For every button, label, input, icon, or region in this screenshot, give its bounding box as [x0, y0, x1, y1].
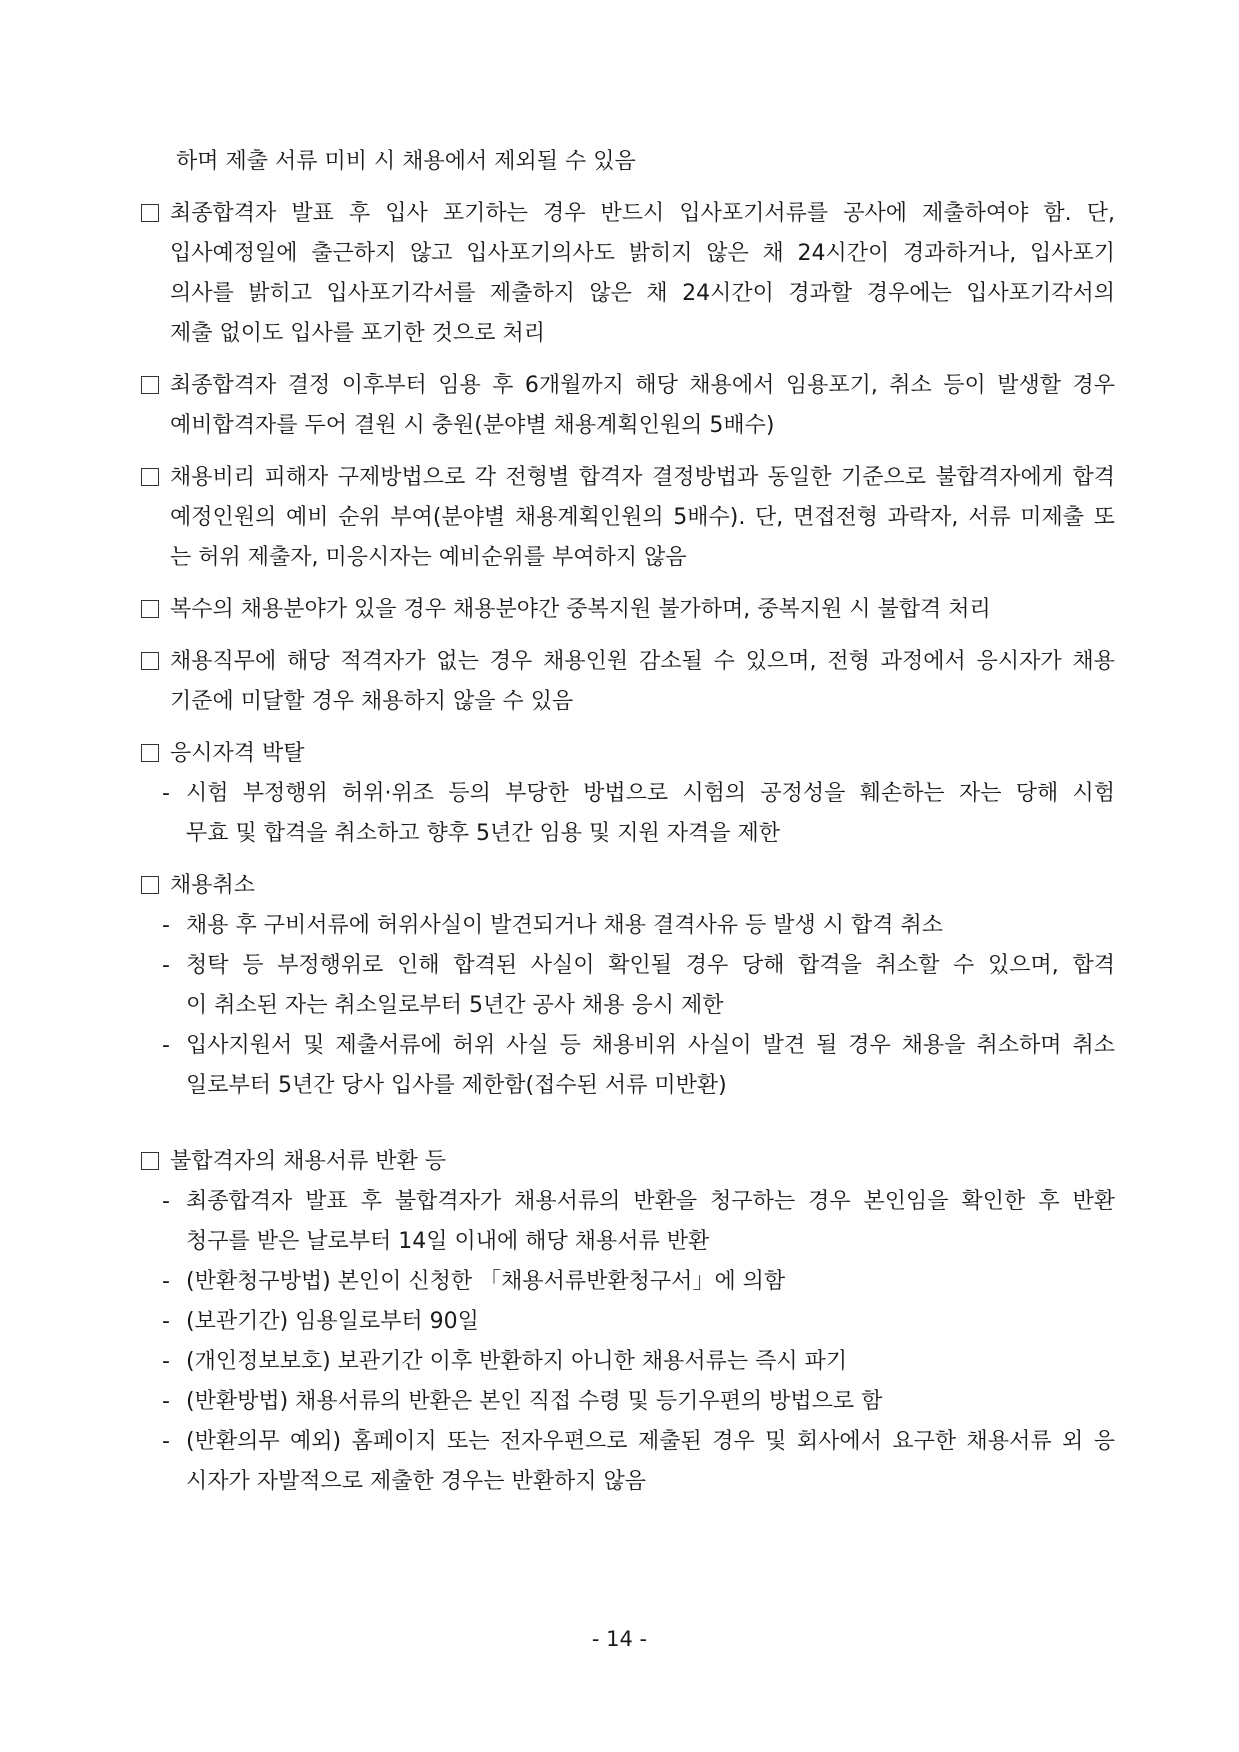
bullet-item: [140, 866, 1115, 906]
sub-item: [140, 1182, 1115, 1262]
bullet-item: [140, 458, 1115, 578]
text-line: 채용취소: [170, 873, 256, 898]
bullet-item: [140, 1142, 1115, 1182]
text-line: 이 취소된 자는 취소일로부터 5년간 공사 채용 응시 제한: [186, 993, 724, 1018]
sub-item-text: [186, 1262, 1115, 1302]
sub-item-text: [186, 946, 1115, 1026]
text-line: 채용직무에 해당 적격자가 없는 경우 채용인원 감소될 수 있으며, 전형 과정에서 응시자가 채용: [170, 649, 1115, 674]
text-line: (보관기간) 임용일로부터 90일: [186, 1309, 479, 1334]
dash-marker: -: [162, 1269, 170, 1294]
dash-marker: -: [162, 913, 170, 938]
checkbox-marker-icon: [140, 734, 170, 774]
page-number: - 14 -: [591, 1627, 648, 1651]
text-line: 최종합격자 발표 후 불합격자가 채용서류의 반환을 청구하는 경우 본인임을 확인한 후 반환: [186, 1189, 1115, 1214]
square-icon: [141, 468, 159, 486]
document-body: [140, 142, 1115, 1502]
text-line: 최종합격자 결정 이후부터 임용 후 6개월까지 해당 채용에서 임용포기, 취소 등이 발생할 경우: [170, 373, 1115, 398]
text-line: 입사예정일에 출근하지 않고 입사포기의사도 밝히지 않은 채 24시간이 경과하거나, 입사포기: [170, 241, 1115, 266]
checkbox-marker-icon: [140, 458, 170, 498]
sub-item: [140, 1026, 1115, 1106]
text-line: 제출 없이도 입사를 포기한 것으로 처리: [170, 321, 545, 346]
bullet-item-text: [170, 866, 1115, 906]
checkbox-marker-icon: [140, 194, 170, 234]
dash-marker: -: [162, 1429, 170, 1454]
text-line: (개인정보보호) 보관기간 이후 반환하지 아니한 채용서류는 즉시 파기: [186, 1349, 848, 1374]
text-line: 의사를 밝히고 입사포기각서를 제출하지 않은 채 24시간이 경과할 경우에는 입사포기각서의: [170, 281, 1115, 306]
checkbox-marker-icon: [140, 866, 170, 906]
square-icon: [141, 1152, 159, 1170]
square-icon: [141, 204, 159, 222]
dash-marker: -: [162, 1349, 170, 1374]
bullet-item-text: [170, 194, 1115, 354]
text-line: 청탁 등 부정행위로 인해 합격된 사실이 확인될 경우 당해 합격을 취소할 수 있으며, 합격: [186, 953, 1115, 978]
text-line: 채용비리 피해자 구제방법으로 각 전형별 합격자 결정방법과 동일한 기준으로 불합격자에게 합격: [170, 465, 1115, 490]
text-line: 하며 제출 서류 미비 시 채용에서 제외될 수 있음: [176, 149, 636, 174]
sub-item-text: [186, 906, 1115, 946]
sub-item-text: [186, 1026, 1115, 1106]
bullet-item: [140, 590, 1115, 630]
sub-item-text: [186, 1342, 1115, 1382]
square-icon: [141, 876, 159, 894]
bullet-item: [140, 194, 1115, 354]
text-line: 는 허위 제출자, 미응시자는 예비순위를 부여하지 않음: [170, 545, 687, 570]
sub-item-text: [186, 1382, 1115, 1422]
sub-item: [140, 1382, 1115, 1422]
bullet-item: [140, 642, 1115, 722]
square-icon: [141, 600, 159, 618]
sub-item: [140, 1262, 1115, 1302]
dash-marker: -: [162, 953, 170, 978]
square-icon: [141, 652, 159, 670]
sub-item-text: [186, 1302, 1115, 1342]
sub-item: [140, 1302, 1115, 1342]
text-line: (반환의무 예외) 홈페이지 또는 전자우편으로 제출된 경우 및 회사에서 요구한 채용서류 외 응: [186, 1429, 1115, 1454]
checkbox-marker-icon: [140, 366, 170, 406]
square-icon: [141, 376, 159, 394]
sub-item: [140, 1422, 1115, 1502]
text-line: 최종합격자 발표 후 입사 포기하는 경우 반드시 입사포기서류를 공사에 제출하여야 함. 단,: [170, 201, 1115, 226]
dash-marker: -: [162, 1189, 170, 1214]
text-line: 채용 후 구비서류에 허위사실이 발견되거나 채용 결격사유 등 발생 시 합격 취소: [186, 913, 943, 938]
text-line: 복수의 채용분야가 있을 경우 채용분야간 중복지원 불가하며, 중복지원 시 불합격 처리: [170, 597, 991, 622]
text-line: (반환방법) 채용서류의 반환은 본인 직접 수령 및 등기우편의 방법으로 함: [186, 1389, 883, 1414]
text-line: 응시자격 박탈: [170, 741, 305, 766]
bullet-item-text: [170, 590, 1115, 630]
text-line: 무효 및 합격을 취소하고 향후 5년간 임용 및 지원 자격을 제한: [186, 821, 780, 846]
bullet-item: [140, 734, 1115, 774]
text-line: 일로부터 5년간 당사 입사를 제한함(접수된 서류 미반환): [186, 1073, 727, 1098]
sub-item: [140, 774, 1115, 854]
checkbox-marker-icon: [140, 1142, 170, 1182]
bullet-item: [140, 366, 1115, 446]
bullet-item-text: [170, 642, 1115, 722]
bullet-item-text: [170, 1142, 1115, 1182]
sub-item-text: [186, 774, 1115, 854]
dash-marker: -: [162, 1309, 170, 1334]
sub-item-text: [186, 1182, 1115, 1262]
dash-marker: -: [162, 1389, 170, 1414]
text-line: 기준에 미달할 경우 채용하지 않을 수 있음: [170, 689, 574, 714]
sub-item: [140, 946, 1115, 1026]
dash-marker: -: [162, 781, 170, 806]
text-line: 청구를 받은 날로부터 14일 이내에 해당 채용서류 반환: [186, 1229, 710, 1254]
text-line: 예정인원의 예비 순위 부여(분야별 채용계획인원의 5배수). 단, 면접전형 과락자, 서류 미제출 또: [170, 505, 1115, 530]
bullet-item-text: [170, 734, 1115, 774]
text-line: 예비합격자를 두어 결원 시 충원(분야별 채용계획인원의 5배수): [170, 413, 775, 438]
text-line: 불합격자의 채용서류 반환 등: [170, 1149, 447, 1174]
bullet-item-text: [170, 458, 1115, 578]
sub-item: [140, 1342, 1115, 1382]
text-line: 시자가 자발적으로 제출한 경우는 반환하지 않음: [186, 1469, 647, 1494]
checkbox-marker-icon: [140, 642, 170, 682]
dash-marker: -: [162, 1033, 170, 1058]
continuation-paragraph: [140, 142, 1115, 182]
text-line: 입사지원서 및 제출서류에 허위 사실 등 채용비위 사실이 발견 될 경우 채용을 취소하며 취소: [186, 1033, 1115, 1058]
sub-item-text: [186, 1422, 1115, 1502]
text-line: (반환청구방법) 본인이 신청한 「채용서류반환청구서」에 의함: [186, 1269, 786, 1294]
text-line: 시험 부정행위 허위·위조 등의 부당한 방법으로 시험의 공정성을 훼손하는 자는 당해 시험: [186, 781, 1115, 806]
square-icon: [141, 744, 159, 762]
bullet-item-text: [170, 366, 1115, 446]
checkbox-marker-icon: [140, 590, 170, 630]
sub-item: [140, 906, 1115, 946]
